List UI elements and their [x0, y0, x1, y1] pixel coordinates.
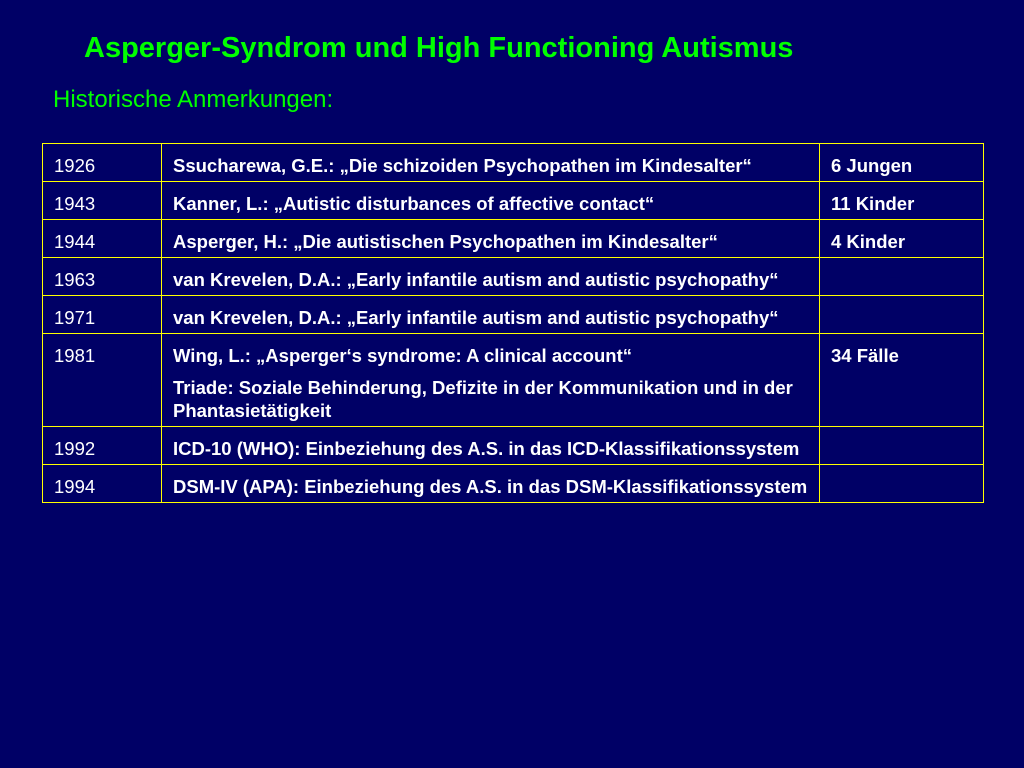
- description-text: Kanner, L.: „Autistic disturbances of affective contact“: [173, 193, 655, 214]
- description-cell: [162, 220, 820, 258]
- count-cell: [820, 427, 984, 465]
- year-cell: 1963: [43, 258, 162, 296]
- slide-subtitle: Historische Anmerkungen:: [53, 86, 334, 113]
- count-cell: [820, 258, 984, 296]
- table-row: [43, 220, 984, 258]
- table-row: [43, 465, 984, 503]
- count-cell: 6 Jungen: [820, 144, 984, 182]
- description-cell: [162, 427, 820, 465]
- table-row: [43, 334, 984, 427]
- table-row: [43, 427, 984, 465]
- description-cell: [162, 144, 820, 182]
- year-cell: 1992: [43, 427, 162, 465]
- year-cell: 1971: [43, 296, 162, 334]
- slide-title: Asperger-Syndrom und High Functioning Autismus: [84, 32, 794, 64]
- history-table: [42, 143, 984, 503]
- year-cell: 1926: [43, 144, 162, 182]
- count-cell: 4 Kinder: [820, 220, 984, 258]
- year-cell: 1943: [43, 182, 162, 220]
- description-cell: [162, 258, 820, 296]
- description-text: Asperger, H.: „Die autistischen Psychopathen im Kindesalter“: [173, 231, 718, 252]
- table-row: [43, 144, 984, 182]
- table-row: [43, 258, 984, 296]
- year-cell: 1994: [43, 465, 162, 503]
- description-cell: [162, 182, 820, 220]
- description-text: ICD-10 (WHO): Einbeziehung des A.S. in das ICD-Klassifikationssystem: [173, 438, 800, 459]
- description-text: Wing, L.: „Asperger‘s syndrome: A clinical account“: [173, 345, 632, 366]
- count-cell: 11 Kinder: [820, 182, 984, 220]
- table-row: [43, 182, 984, 220]
- description-text: van Krevelen, D.A.: „Early infantile autism and autistic psychopathy“: [173, 307, 779, 328]
- description-cell: [162, 296, 820, 334]
- description-cell: [162, 334, 820, 427]
- year-cell: 1944: [43, 220, 162, 258]
- table-row: [43, 296, 984, 334]
- description-text: DSM-IV (APA): Einbeziehung des A.S. in das DSM-Klassifikationssystem: [173, 476, 808, 497]
- count-cell: 34 Fälle: [820, 334, 984, 427]
- description-cell: [162, 465, 820, 503]
- description-text: Ssucharewa, G.E.: „Die schizoiden Psychopathen im Kindesalter“: [173, 155, 752, 176]
- description-text: van Krevelen, D.A.: „Early infantile autism and autistic psychopathy“: [173, 269, 779, 290]
- year-cell: 1981: [43, 334, 162, 427]
- description-note: Triade: Soziale Behinderung, Defizite in der Kommunikation und in der Phantasietätigkeit: [173, 377, 793, 421]
- count-cell: [820, 465, 984, 503]
- count-cell: [820, 296, 984, 334]
